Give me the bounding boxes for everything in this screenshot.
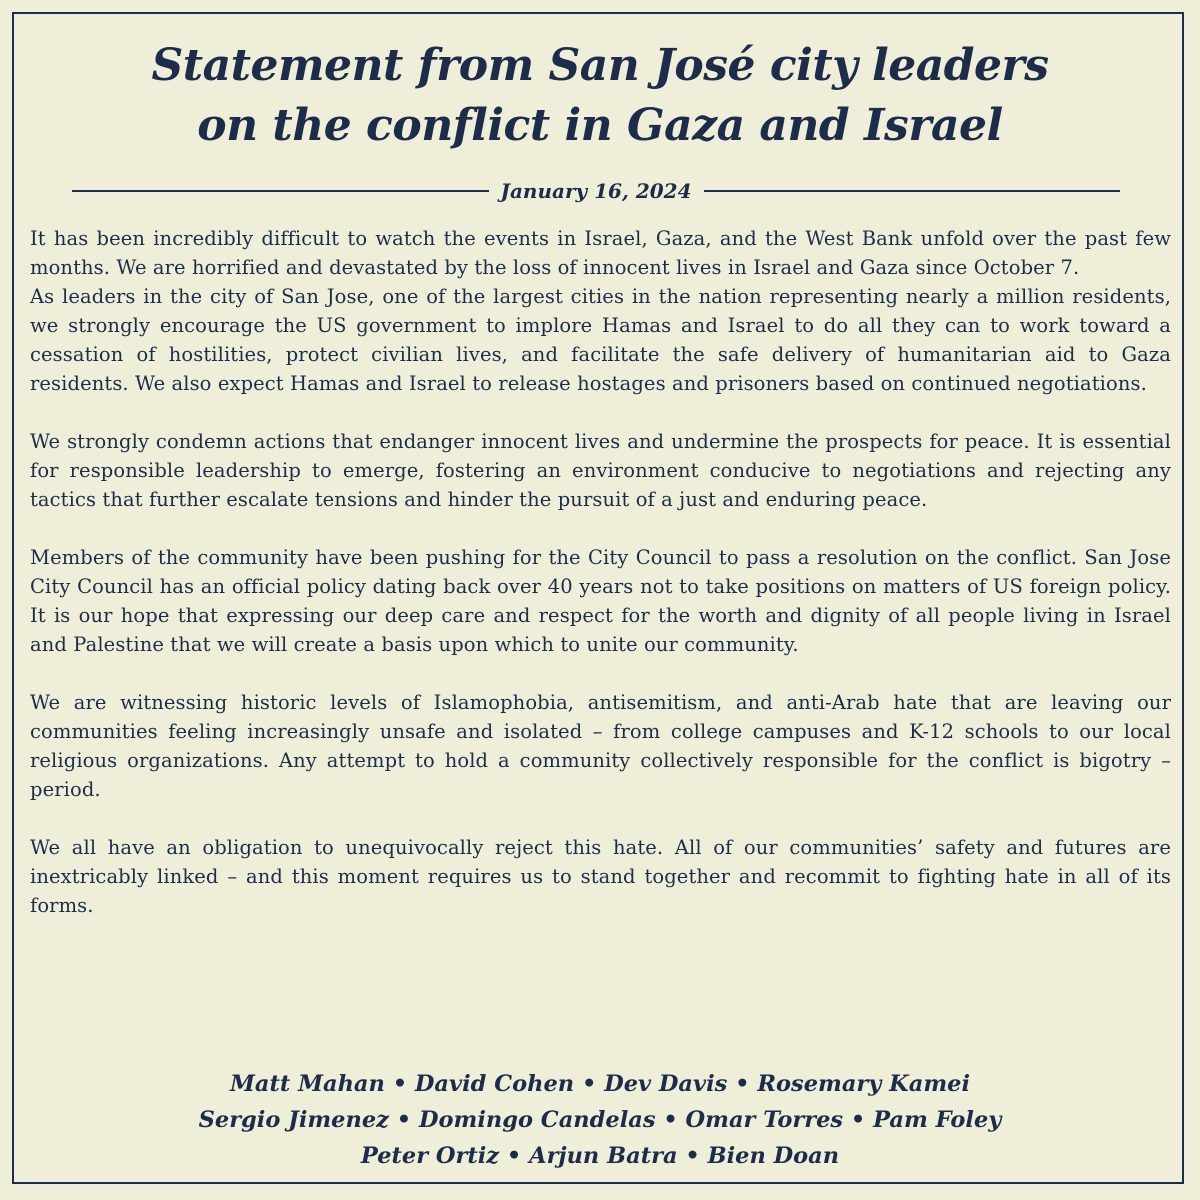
paragraph-1: It has been incredibly difficult to watch the events in Israel, Gaza, and the West Bank unfold over the past few months. We are horrified and devastated by the loss of innocent lives in Israel and Gaza since October 7. — [30, 227, 1171, 279]
statement-date: January 16, 2024 — [500, 179, 692, 203]
signatories — [0, 1066, 1200, 1174]
paragraph-6: We all have an obligation to unequivocally reject this hate. All of our communities’ safety and futures are inextricably linked – and this moment requires us to stand together and recommit to fighting hate in all of its forms. — [30, 836, 1171, 917]
title-line-2: on the conflict in Gaza and Israel — [197, 100, 1003, 151]
title-line-1: Statement from San José city leaders — [151, 40, 1049, 91]
date-rule-left — [72, 190, 489, 192]
statement-title — [0, 36, 1200, 156]
paragraph-2: As leaders in the city of San Jose, one of the largest cities in the nation representing nearly a million residents, we strongly encourage the US government to implore Hamas and Israel to do all they can to work toward a cessation of hostilities, protect civilian lives, and facilitate the safe delivery of humanitarian aid to Gaza residents. We also expect Hamas and Israel to release hostages and prisoners based on continued negotiations. — [30, 285, 1171, 395]
statement-body — [30, 224, 1171, 920]
signers-line-2: Sergio Jimenez • Domingo Candelas • Omar Torres • Pam Foley — [198, 1107, 1002, 1133]
signers-line-1: Matt Mahan • David Cohen • Dev Davis • Rosemary Kamei — [229, 1071, 970, 1097]
date-row — [72, 176, 1120, 206]
paragraph-4: Members of the community have been pushing for the City Council to pass a resolution on the conflict. San Jose City Council has an official policy dating back over 40 years not to take positions on matters of US foreign policy. It is our hope that expressing our deep care and respect for the worth and dignity of all people living in Israel and Palestine that we will create a basis upon which to unite our community. — [30, 546, 1171, 656]
date-rule-right — [704, 190, 1121, 192]
signers-line-3: Peter Ortiz • Arjun Batra • Bien Doan — [360, 1143, 840, 1169]
paragraph-5: We are witnessing historic levels of Islamophobia, antisemitism, and anti-Arab hate that are leaving our communities feeling increasingly unsafe and isolated – from college campuses and K-12 schools to our local religious organizations. Any attempt to hold a community collectively responsible for the conflict is bigotry – period. — [30, 691, 1171, 801]
paragraph-3: We strongly condemn actions that endanger innocent lives and undermine the prospects for peace. It is essential for responsible leadership to emerge, fostering an environment conducive to negotiations and rejecting any tactics that further escalate tensions and hinder the pursuit of a just and enduring peace. — [30, 430, 1171, 511]
